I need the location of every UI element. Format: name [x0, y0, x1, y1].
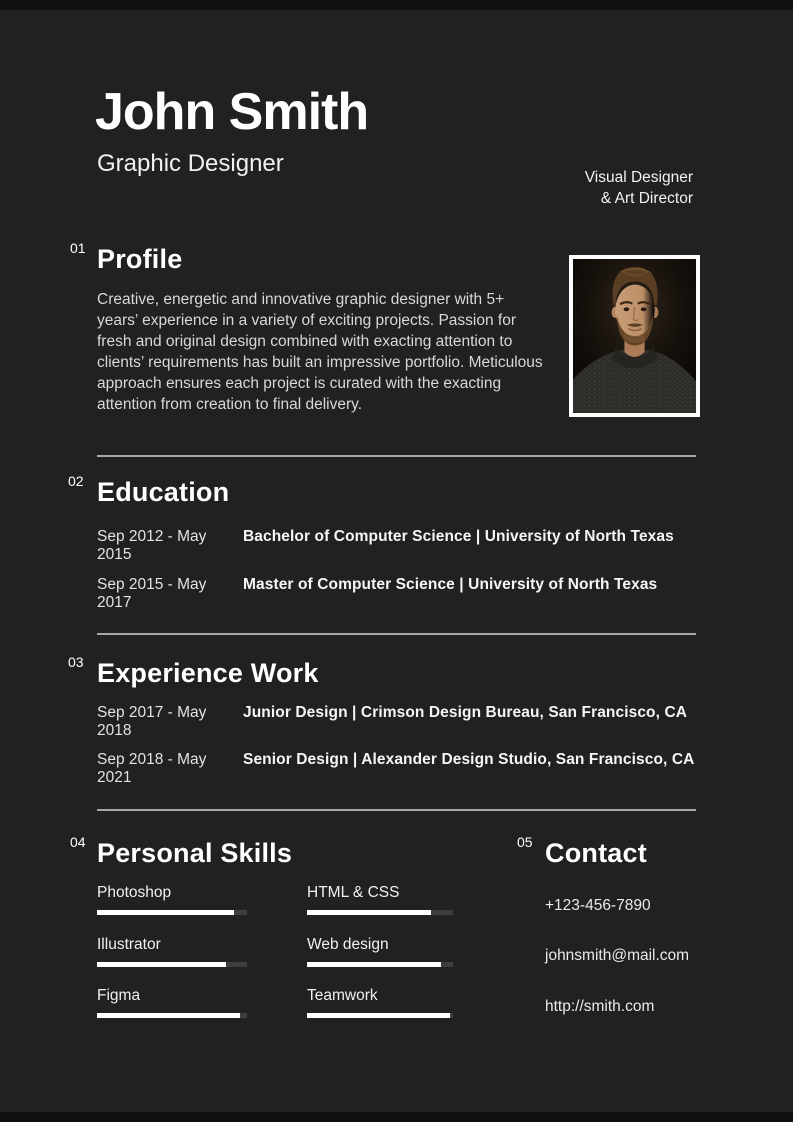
skill-item — [97, 936, 247, 967]
section-title-skills: Personal Skills — [97, 838, 293, 868]
section-title-profile: Profile — [97, 244, 183, 274]
tagline — [585, 167, 693, 209]
section-divider — [97, 455, 696, 457]
skill-item — [307, 884, 453, 915]
person-role: Graphic Designer — [97, 150, 284, 177]
skill-bar-fill — [307, 1013, 450, 1018]
section-divider — [97, 809, 696, 811]
section-title-education: Education — [97, 477, 230, 507]
experience-dates: Sep 2018 - May 2021 — [97, 751, 207, 786]
section-number-experience: 03 — [68, 654, 84, 670]
experience-row — [97, 704, 696, 740]
person-name: John Smith — [95, 83, 369, 141]
skill-bar-track — [307, 910, 453, 915]
skill-bar-track — [97, 910, 247, 915]
skill-bar-track — [307, 1013, 453, 1018]
section-divider — [97, 633, 696, 635]
profile-text: Creative, energetic and innovative graphic designer with 5+ years’ experience in a variety of exciting projects. Passion for fresh and original design combined with exacting attention to clients’ requirements has built an impressive portfolio. Meticulous approach ensures each project is curated with the exacting attention from creation to final delivery. — [97, 291, 543, 413]
skill-bar-fill — [307, 962, 441, 967]
skill-label: Illustrator — [97, 936, 161, 953]
skill-item — [307, 936, 453, 967]
section-number-education: 02 — [68, 473, 84, 489]
skill-bar-fill — [307, 910, 431, 915]
experience-row — [97, 751, 696, 787]
section-title-contact: Contact — [545, 838, 647, 868]
bottom-edge-bar — [0, 1112, 793, 1122]
skill-label: HTML & CSS — [307, 884, 400, 901]
section-number-contact: 05 — [517, 834, 533, 850]
skill-label: Photoshop — [97, 884, 172, 901]
skill-bar-fill — [97, 910, 234, 915]
education-detail: Master of Computer Science | University of North Texas — [243, 576, 658, 593]
skill-bar-track — [97, 1013, 247, 1018]
section-title-experience: Experience Work — [97, 658, 319, 688]
education-row — [97, 528, 696, 564]
portrait-photo — [569, 255, 700, 417]
education-dates: Sep 2015 - May 2017 — [97, 576, 207, 611]
education-dates: Sep 2012 - May 2015 — [97, 528, 207, 563]
education-detail: Bachelor of Computer Science | University of North Texas — [243, 528, 674, 545]
skill-bar-track — [97, 962, 247, 967]
skill-label: Figma — [97, 987, 141, 1004]
education-row — [97, 576, 696, 612]
tagline-line-1: Visual Designer — [584, 169, 693, 186]
top-edge-bar — [0, 0, 793, 10]
portrait-illustration — [573, 259, 696, 413]
experience-detail: Junior Design | Crimson Design Bureau, San Francisco, CA — [243, 704, 688, 721]
skill-bar-fill — [97, 962, 226, 967]
tagline-line-2: & Art Director — [600, 190, 693, 207]
contact-phone: +123-456-7890 — [545, 897, 651, 914]
skill-bar-fill — [97, 1013, 240, 1018]
skill-item — [97, 987, 247, 1018]
skill-label: Teamwork — [307, 987, 378, 1004]
skill-item — [307, 987, 453, 1018]
skill-label: Web design — [307, 936, 389, 953]
experience-dates: Sep 2017 - May 2018 — [97, 704, 207, 739]
section-number-profile: 01 — [70, 240, 86, 256]
skill-item — [97, 884, 247, 915]
experience-detail: Senior Design | Alexander Design Studio, San Francisco, CA — [243, 751, 695, 768]
contact-email[interactable]: johnsmith@mail.com — [545, 947, 690, 964]
section-number-skills: 04 — [70, 834, 86, 850]
skill-bar-track — [307, 962, 453, 967]
contact-website[interactable]: http://smith.com — [545, 998, 655, 1015]
